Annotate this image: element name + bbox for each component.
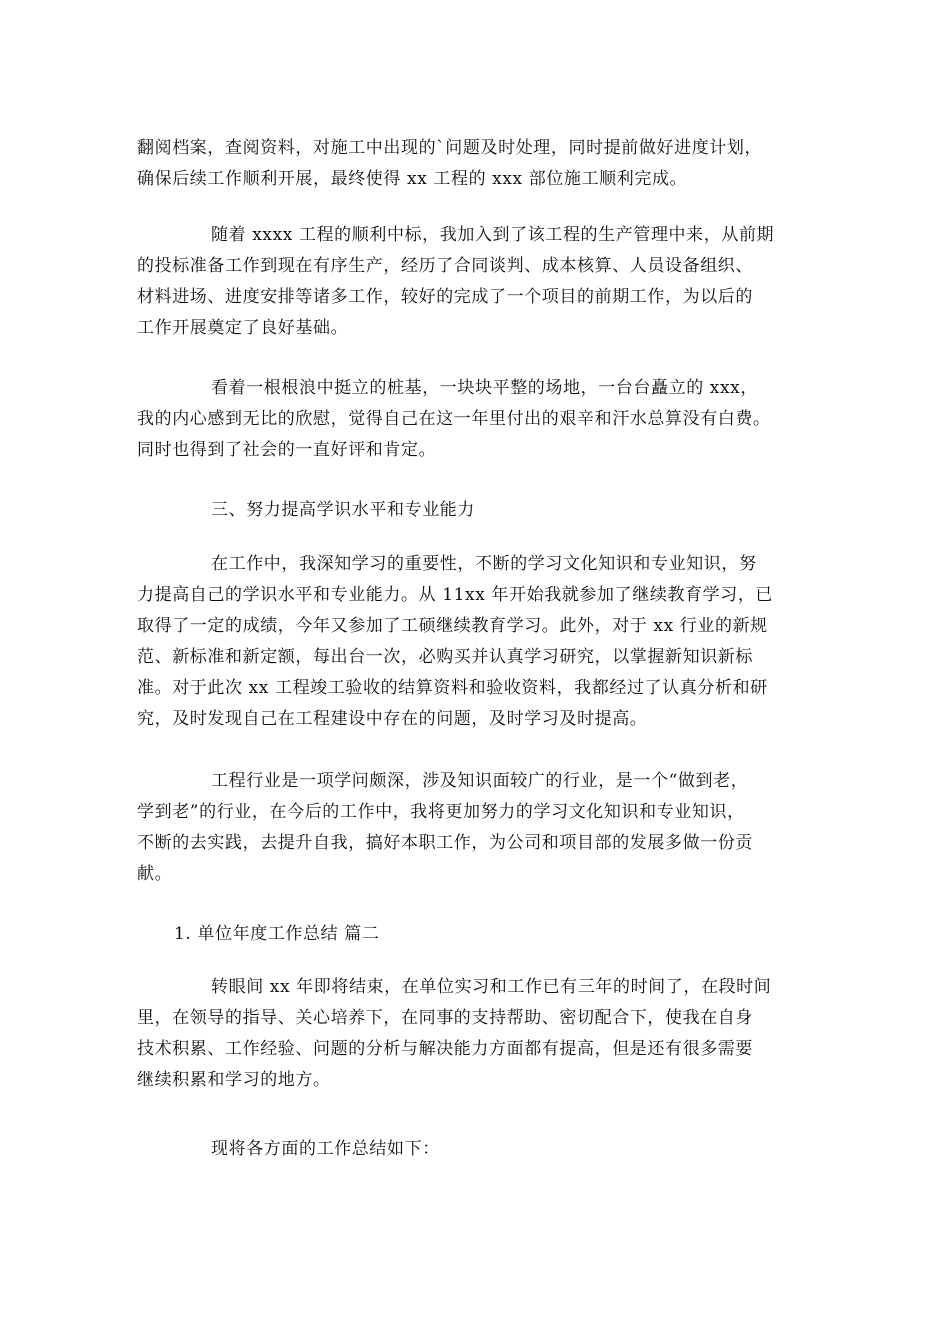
paragraph-3 (137, 373, 817, 466)
text-line: 确保后续工作顺利开展，最终使得 xx 工程的 xxx 部位施工顺利完成。 (137, 169, 688, 189)
text-line: 翻阅档案，查阅资料，对施工中出现的`问题及时处理，同时提前做好进度计划， (137, 138, 763, 158)
heading-text: 三、努力提高学识水平和专业能力 (211, 500, 475, 520)
paragraph-8 (137, 972, 817, 1096)
text-line: 材料进场、进度安排等诸多工作，较好的完成了一个项目的前期工作，为以后的 (137, 287, 753, 307)
text-line: 看着一根根浪中挺立的桩基，一块块平整的场地，一台台矗立的 xxx， (211, 378, 758, 398)
text-line: 继续积累和学习的地方。 (137, 1070, 331, 1090)
section-heading-part-two (137, 919, 817, 950)
text-line: 的投标准备工作到现在有序生产，经历了合同谈判、成本核算、人员设备组织、 (137, 256, 753, 276)
text-line: 学到老”的行业，在今后的工作中，我将更加努力的学习文化知识和专业知识， (137, 802, 745, 822)
paragraph-5 (137, 549, 817, 735)
paragraph-2 (137, 220, 817, 344)
text-line: 准。对于此次 xx 工程竣工验收的结算资料和验收资料，我都经过了认真分析和研 (137, 678, 768, 698)
text-line: 技术积累、工作经验、问题的分析与解决能力方面都有提高，但是还有很多需要 (137, 1039, 753, 1059)
text-line: 工作开展奠定了良好基础。 (137, 318, 349, 338)
paragraph-9 (137, 1134, 817, 1165)
text-line: 在工作中，我深知学习的重要性，不断的学习文化知识和专业知识，努 (211, 554, 757, 574)
section-heading-3 (137, 495, 817, 526)
text-line: 随着 xxxx 工程的顺利中标，我加入到了该工程的生产管理中来，从前期 (211, 225, 775, 245)
text-line: 不断的去实践，去提升自我，搞好本职工作，为公司和项目部的发展多做一份贡 (137, 833, 753, 853)
text-line: 范、新标准和新定额，每出台一次，必购买并认真学习研究，以掌握新知识新标 (137, 647, 753, 667)
heading-text: 1. 单位年度工作总结 篇二 (174, 924, 380, 944)
text-line: 同时也得到了社会的一直好评和肯定。 (137, 440, 437, 460)
text-line: 力提高自己的学识水平和专业能力。从 11xx 年开始我就参加了继续教育学习，已 (137, 585, 774, 605)
text-line: 取得了一定的成绩，今年又参加了工硕继续教育学习。此外，对于 xx 行业的新规 (137, 616, 768, 636)
paragraph-1 (137, 133, 817, 195)
text-line: 我的内心感到无比的欣慰，觉得自己在这一年里付出的艰辛和汗水总算没有白费。 (137, 409, 771, 429)
text-line: 转眼间 xx 年即将结束，在单位实习和工作已有三年的时间了，在段时间 (211, 977, 772, 997)
paragraph-6 (137, 766, 817, 890)
text-line: 究，及时发现自己在工程建设中存在的问题，及时学习及时提高。 (137, 709, 648, 729)
text-line: 里，在领导的指导、关心培养下，在同事的支持帮助、密切配合下，使我在自身 (137, 1008, 753, 1028)
text-line: 现将各方面的工作总结如下： (211, 1139, 440, 1159)
text-line: 献。 (137, 864, 173, 884)
text-line: 工程行业是一项学问颇深，涉及知识面较广的行业，是一个“做到老， (211, 771, 749, 791)
